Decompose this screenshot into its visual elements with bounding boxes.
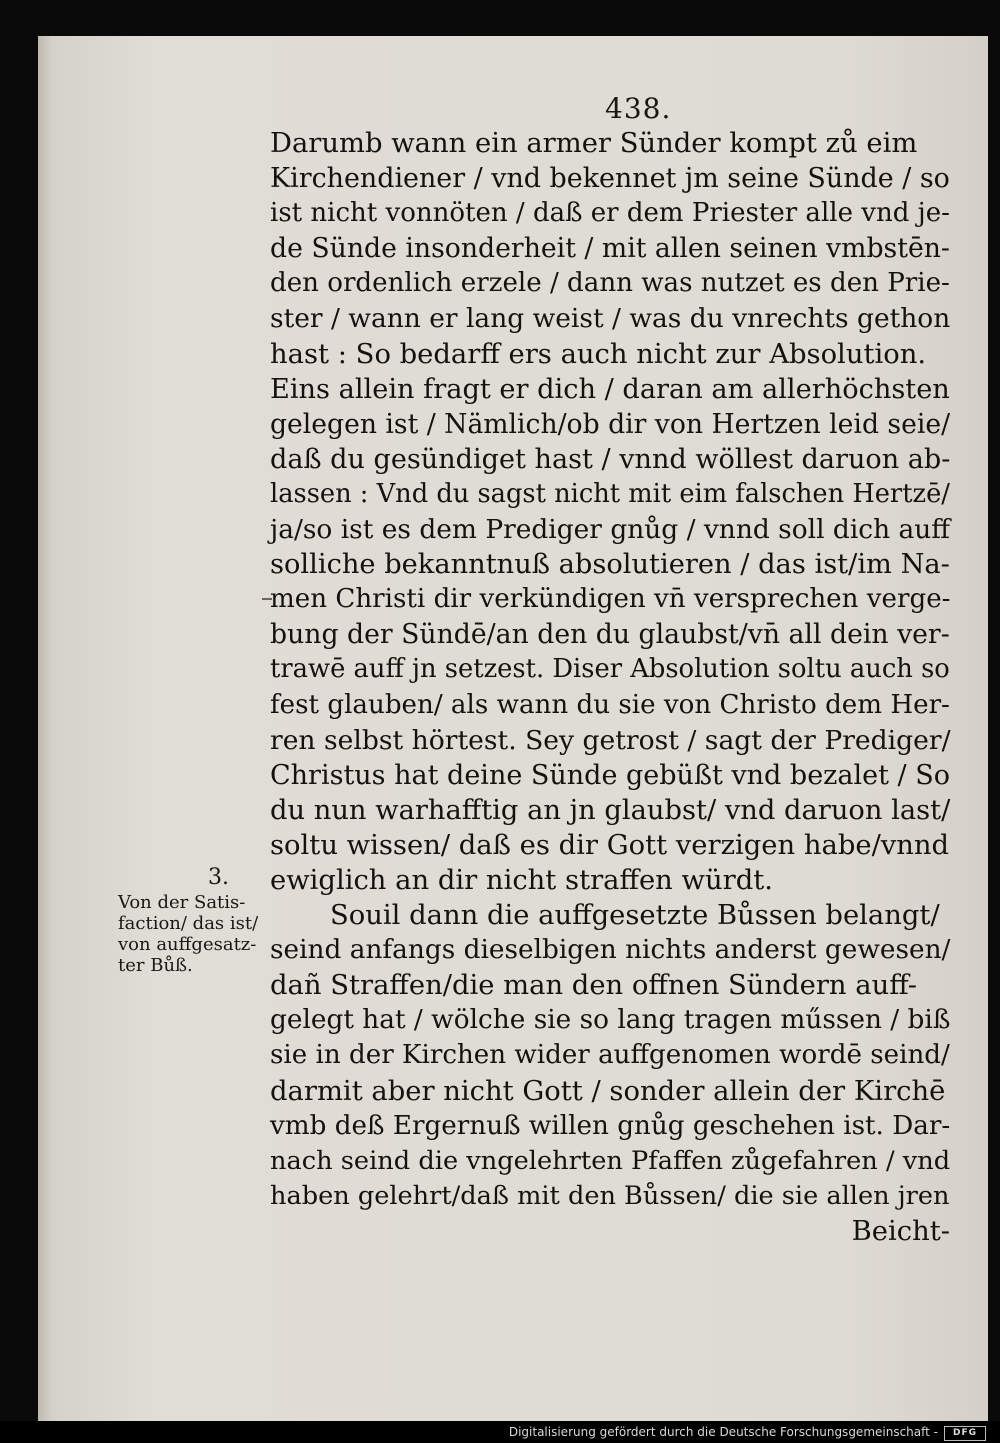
footer-credit: Digitalisierung gefördert durch die Deutsche Forschungsgemeinschaft - xyxy=(508,1425,938,1439)
page-binding-shadow xyxy=(38,36,52,1421)
text-line: ja/so ist es dem Prediger gnůg / vnnd soll dich auff xyxy=(270,514,951,546)
text-line: solliche bekanntnuß absolutieren / das ist/im Na- xyxy=(270,549,950,581)
text-line: gelegen ist / Nämlich/ob dir von Hertzen leid seie/ xyxy=(270,408,951,440)
text-line: ren selbst hörtest. Sey getrost / sagt der Prediger/ xyxy=(270,724,951,756)
text-line: fest glauben/ als wann du sie von Christo dem Her- xyxy=(270,689,950,720)
margin-note-line: ter Bůß. xyxy=(118,955,193,976)
text-line: gelegt hat / wölche sie so lang tragen műssen / biß xyxy=(270,1005,951,1036)
text-line: men Christi dir verkündigen vn̄ versprechen verge- xyxy=(270,584,951,615)
text-line: Eins allein fragt er dich / daran am allerhöchsten xyxy=(270,373,950,405)
text-line: bung der Sündē/an den du glaubst/vn̄ all dein ver- xyxy=(270,619,950,651)
margin-note-line: faction/ das ist/ xyxy=(118,913,259,934)
text-line: lassen : Vnd du sagst nicht mit eim falschen Hertzē/ xyxy=(270,478,950,509)
margin-section-number: 3. xyxy=(208,865,229,890)
text-line: Christus hat deine Sünde gebüßt vnd bezalet / So xyxy=(270,759,950,791)
margin-note xyxy=(118,892,278,976)
text-line: haben gelehrt/daß mit den Bůssen/ die sie allen jren xyxy=(270,1180,950,1211)
text-line: vmb deß Ergernuß willen gnůg geschehen ist. Dar- xyxy=(270,1110,951,1141)
text-line: hast : So bedarff ers auch nicht zur Absolution. xyxy=(270,338,927,370)
text-line: Darumb wann ein armer Sünder kompt zů eim xyxy=(270,128,918,159)
text-line: den ordenlich erzele / dann was nutzet es den Prie- xyxy=(270,268,950,299)
text-line: darmit aber nicht Gott / sonder allein der Kirchē xyxy=(270,1075,946,1107)
text-line: ster / wann er lang weist / was du vnrechts gethon xyxy=(270,303,951,335)
text-line: ist nicht vonnöten / daß er dem Priester alle vnd je- xyxy=(270,198,950,229)
margin-note-line: Von der Satis- xyxy=(118,892,246,913)
page-number: 438. xyxy=(605,92,672,125)
text-line: trawē auff jn setzest. Diser Absolution soltu auch so xyxy=(270,654,950,685)
catchword: Beicht- xyxy=(851,1215,950,1247)
text-line: de Sünde insonderheit / mit allen seinen vmbstēn- xyxy=(270,233,950,265)
text-line: Kirchendiener / vnd bekennet jm seine Sünde / so xyxy=(270,163,950,195)
dfg-logo-icon: DFG xyxy=(944,1426,986,1441)
text-line: seind anfangs dieselbigen nichts anderst gewesen/ xyxy=(270,935,951,966)
text-line: soltu wissen/ daß es dir Gott verzigen habe/vnnd xyxy=(270,829,950,861)
body-text xyxy=(270,126,950,1249)
text-line-paragraph-start: Souil dann die auffgesetzte Bůssen belangt/ xyxy=(330,900,940,932)
text-line: daß du gesündiget hast / vnnd wöllest daruon ab- xyxy=(270,443,951,475)
text-line: ewiglich an dir nicht straffen würdt. xyxy=(270,864,773,896)
text-line: dañ Straffen/die man den offnen Sündern auff- xyxy=(270,970,917,1002)
text-line: du nun warhafftig an jn glaubst/ vnd daruon last/ xyxy=(270,794,951,826)
margin-note-line: von auffgesatz- xyxy=(118,934,257,955)
text-line: sie in der Kirchen wider auffgenomen wordē seind/ xyxy=(270,1040,950,1071)
text-line: nach seind die vngelehrten Pfaffen zůgefahren / vnd xyxy=(270,1145,951,1176)
